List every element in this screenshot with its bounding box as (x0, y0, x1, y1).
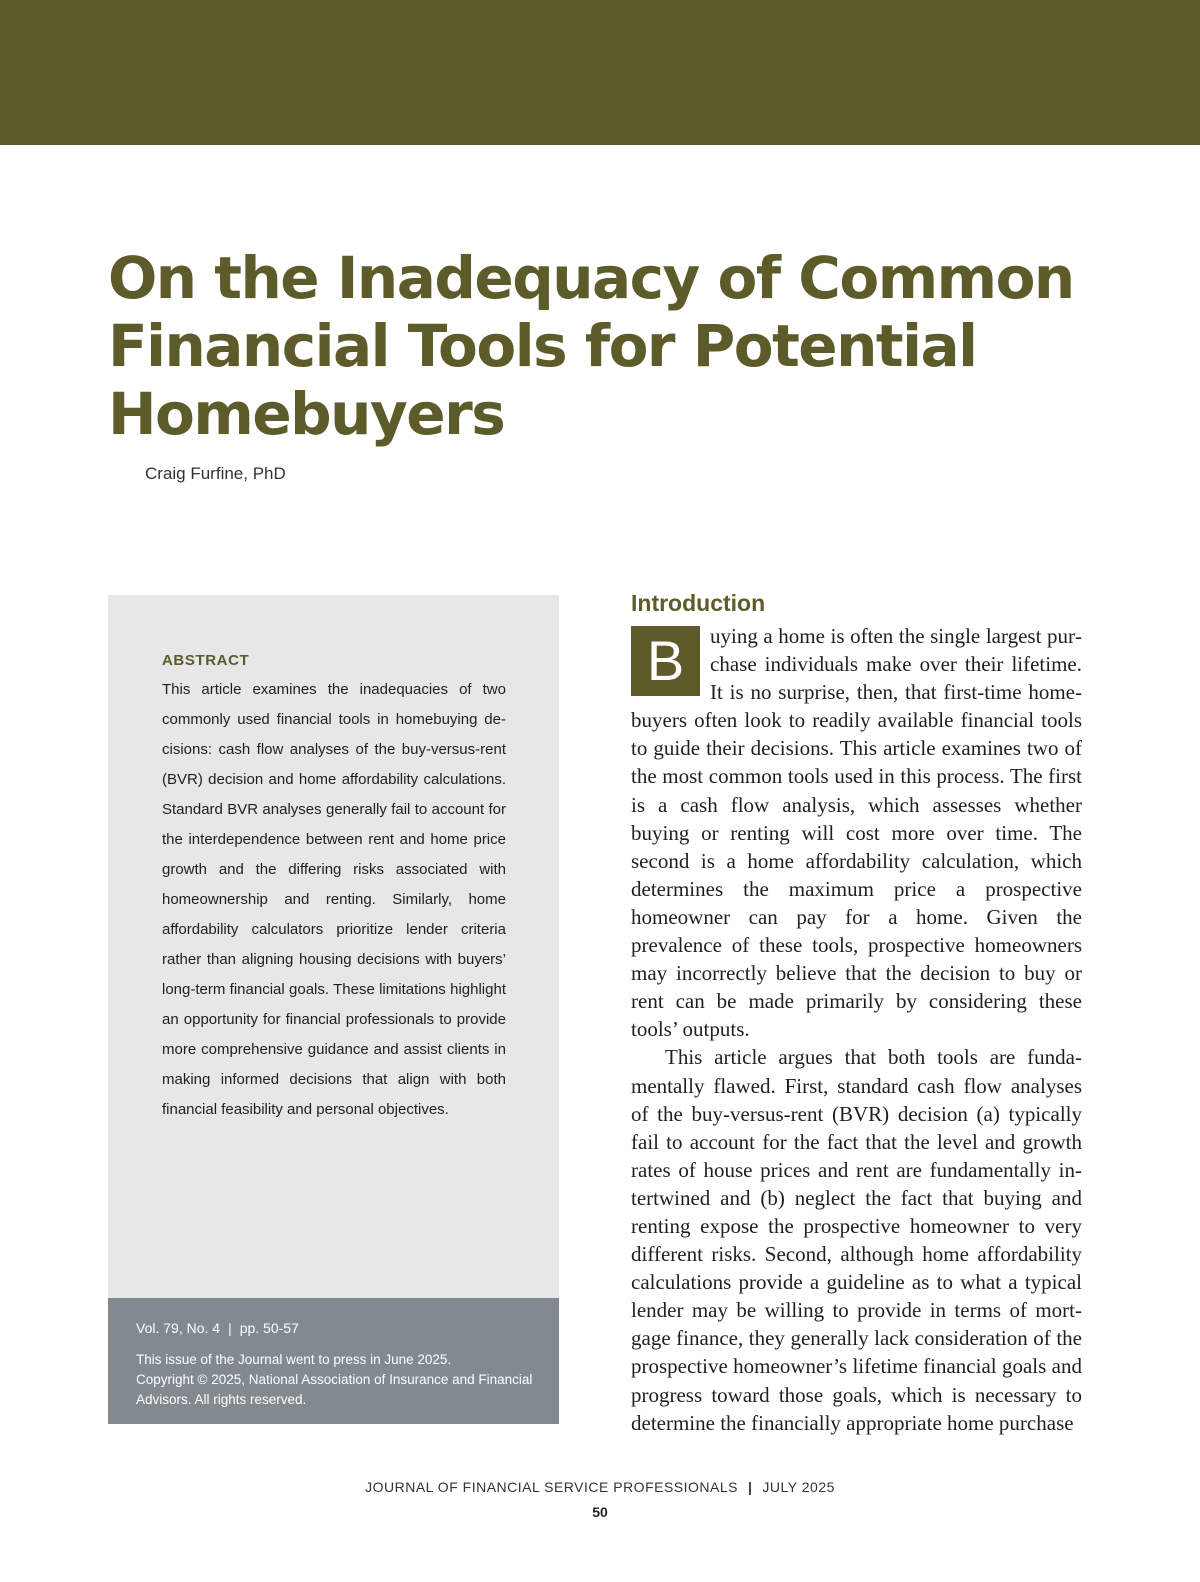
page-number: 50 (592, 1504, 608, 1520)
issue-date: JULY 2025 (762, 1479, 835, 1495)
abstract-box (108, 595, 559, 1298)
page-footer (0, 1479, 1200, 1495)
introduction-paragraph-1 (631, 622, 1082, 1043)
issue-info-box (108, 1298, 559, 1424)
footer-separator: | (748, 1479, 753, 1495)
page-range: pp. 50-57 (239, 1320, 299, 1336)
volume-line (136, 1320, 299, 1336)
introduction-paragraph-2: This article argues that both tools are fundamentally flawed. First, standard cash flow analyses of the buy-versus-rent (BVR) decision (a) typically fail to account for the fact that the level and growth rates of house prices and rent are fundamentally intertwined and (b) neglect the fact that buying and renting expose the prospective homeowner to very different risks. Second, although home affordability calculations provide a guideline as to what a typical lender may be willing to provide in terms of mortgage finance, they generally lack consideration of the prospective homeowner’s lifetime financial goals and progress toward those goals, which is necessary to determine the financially appropriate home purchase (631, 1045, 1082, 1435)
introduction-body (631, 622, 1082, 1437)
drop-cap: B (631, 626, 700, 696)
volume-separator: | (228, 1320, 232, 1336)
volume-number: Vol. 79, No. 4 (136, 1320, 221, 1336)
header-band (0, 0, 1200, 145)
article-title: On the Inadequacy of Common Financial Tools for Potential Homebuyers (108, 244, 1074, 448)
paragraph-1-text: uying a home is often the single largest purchase individuals make over their lifetime. It is no surprise, then, that first-time homebuyers often look to readily available financial tools to guide their decisions. This article examines two of the most common tools used in this process. The first is a cash flow analysis, which assesses whether buying or renting will cost more over time. The second is a home affordability calculation, which determines the maximum price a prospective homeowner can pay for a home. Given the prevalence of these tools, prospective homeowners may incorrectly believe that the decision to buy or rent can be made primarily by considering these tools’ outputs. (631, 624, 1082, 1042)
introduction-heading: Introduction (631, 590, 766, 616)
press-note: This issue of the Journal went to press in June 2025. (136, 1352, 452, 1367)
copyright-notice: Copyright © 2025, National Association of Insurance and Financial Advisors. All rights reserved. (136, 1372, 533, 1407)
abstract-heading: ABSTRACT (162, 652, 250, 669)
abstract-text: This article examines the inadequacies of two commonly used financial tools in homebuying decisions: cash flow analyses of the buy-versus-rent (BVR) decision and home affordability calculations. Standard BVR analyses generally fail to account for the interdependence between rent and home price growth and the differing risks associated with homeownership and renting. Similarly, home affordability calculators prioritize lender criteria rather than aligning housing decisions with buyers’ long-term financial goals. These limitations highlight an opportunity for financial professionals to provide more comprehensive guidance and assist clients in making informed decisions that align with both financial feasibility and personal objectives. (162, 681, 506, 1118)
article-author: Craig Furfine, PhD (145, 464, 286, 483)
journal-name: JOURNAL OF FINANCIAL SERVICE PROFESSIONALS (365, 1479, 738, 1495)
